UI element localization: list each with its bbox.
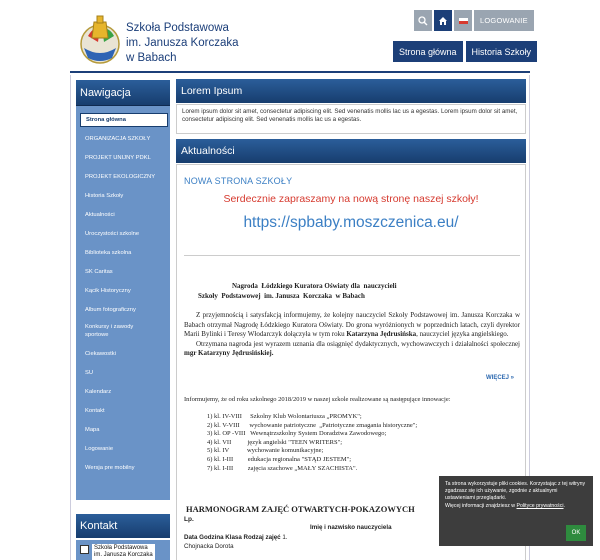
contact-box bbox=[76, 540, 170, 560]
award-title bbox=[190, 281, 510, 301]
nav-history[interactable]: Historia Szkoły bbox=[466, 41, 538, 62]
contact-line-2: im. Janusza Korczaka bbox=[94, 552, 153, 558]
award-p1-end: , nauczyciel języka angielskiego. bbox=[416, 330, 509, 338]
cookie-ok-button[interactable]: OK bbox=[566, 525, 586, 541]
contact-text bbox=[92, 544, 155, 560]
sidebar-item-ciekawostki[interactable]: Ciekawostki bbox=[85, 351, 116, 357]
search-button[interactable] bbox=[414, 10, 432, 31]
sidebar-item-aktualnosci[interactable]: Aktualności bbox=[85, 212, 115, 218]
sidebar-item-caritas[interactable]: SK Caritas bbox=[85, 269, 113, 275]
school-name[interactable] bbox=[126, 21, 239, 66]
sidebar-title: Nawigacja bbox=[76, 80, 170, 106]
innovations-intro: Informujemy, że od roku szkolnego 2018/2019 w naszej szkole realizowane są następujące innowacje: bbox=[184, 396, 451, 403]
list-item: 1) kl. IV-VIII Szkolny Klub Wolontariusza „PROMYK"; bbox=[207, 413, 362, 420]
award-p2-text: Otrzymana nagroda jest wyrazem uznania dla osiągnięć dydaktycznych, wychowawczych i działalności społecznej bbox=[196, 339, 520, 348]
polish-flag-icon bbox=[459, 18, 468, 24]
schedule-row-number: 1. bbox=[280, 534, 288, 541]
sidebar-item-kalendarz[interactable]: Kalendarz bbox=[85, 389, 112, 395]
search-icon bbox=[418, 16, 428, 26]
cookie-more: Więcej informacji znajdziesz w Polityce prywatności. bbox=[445, 502, 565, 509]
schedule-teacher-name: Chojnacka Dorota bbox=[184, 543, 234, 550]
school-name-line-3: w Babach bbox=[126, 52, 177, 64]
news-title: Aktualności bbox=[176, 139, 526, 163]
award-title-line-2: Szkoły Podstawowej im. Janusza Korczaka w Babach bbox=[198, 292, 365, 300]
new-site-link[interactable]: https://spbaby.moszczenica.eu/ bbox=[243, 214, 459, 231]
award-p2-name: mgr Katarzyny Jędrusińskiej. bbox=[184, 349, 274, 357]
top-toolbar bbox=[414, 10, 534, 31]
schedule-header-row bbox=[184, 534, 288, 541]
innovations-list bbox=[207, 413, 417, 473]
cookie-more-text: Więcej informacji znajdziesz w bbox=[445, 502, 516, 509]
more-link[interactable]: WIĘCEJ » bbox=[486, 375, 515, 381]
sidebar-item-uroczystosci[interactable]: Uroczystości szkolne bbox=[85, 231, 140, 237]
sidebar-menu bbox=[80, 110, 168, 471]
news-divider bbox=[184, 255, 520, 256]
list-item: 6) kl. I-III edukacja regionalna "STĄD JESTEM"; bbox=[207, 455, 352, 463]
sidebar-item-biblioteka[interactable]: Biblioteka szkolna bbox=[85, 250, 132, 256]
sidebar-item-organizacja[interactable]: ORGANIZACJA SZKOŁY bbox=[85, 136, 151, 142]
welcome-text: Serdecznie zapraszamy na nową stronę naszej szkoły! bbox=[223, 193, 479, 205]
award-p1-text: Z przyjemnością i satysfakcją informujemy, że kolejny nauczyciel Szkoły Podstawowej im. Janusza Korczaka w Babach otrzymał Nagrodę Łódzkiego Kuratora Oświaty. Do grona wyróżnionych w poprzednich latach, czyli dyrektor Marii Bylinki i Teresy Włodarczyk dołączyła w tym roku bbox=[184, 311, 520, 338]
contact-line-1: Szkoła Podstawowa bbox=[94, 545, 148, 551]
schedule-lp-header: Lp. bbox=[184, 516, 194, 523]
award-text bbox=[184, 311, 520, 359]
sidebar-item-kontakt[interactable]: Kontakt bbox=[85, 408, 105, 414]
list-item: 4) kl. VII język angielski "TEEN WRITERS"; bbox=[207, 438, 343, 446]
list-item: 2) kl. V-VIII wychowanie patriotyczne „Patriotyczne zmagania historyczne"; bbox=[207, 421, 418, 429]
schedule-title: HARMONOGRAM ZAJĘĆ OTWARTYCH-POKAZOWYCH bbox=[186, 504, 415, 514]
schedule-teacher-header: Imię i nazwisko nauczyciela bbox=[310, 524, 392, 531]
school-name-line-2: im. Janusza Korczaka bbox=[126, 37, 239, 49]
sidebar-item-album[interactable]: Album fotograficzny bbox=[85, 307, 136, 313]
sidebar-item-su[interactable]: SU bbox=[85, 370, 94, 376]
news-headline[interactable]: NOWA STRONA SZKOŁY bbox=[184, 176, 293, 186]
sidebar-item-projekt-unijny[interactable]: PROJEKT UNIJNY PDKL bbox=[85, 155, 151, 161]
lorem-text: Lorem ipsum dolor sit amet, consectetur adipiscing elit. Sed venenatis mollis lac us a egestas. Lorem ipsum dolor sit amet, consectetur adipiscing elit. Sed venenatis mollis lac us a egestas. bbox=[176, 104, 526, 134]
sidebar-item-mapa[interactable]: Mapa bbox=[85, 427, 100, 433]
list-item: 3) kl. OP -VIII Wewnątrzszkolny System Doradztwa Zawodowego; bbox=[207, 430, 387, 438]
login-button[interactable]: LOGOWANIE bbox=[474, 10, 534, 31]
contact-title: Kontakt bbox=[76, 514, 170, 538]
contact-checkbox[interactable] bbox=[80, 545, 89, 554]
header-divider bbox=[70, 71, 530, 73]
sidebar-item-konkursy-line-2[interactable]: sportowe bbox=[85, 332, 109, 338]
main-nav bbox=[393, 41, 537, 62]
award-paragraph-2 bbox=[184, 340, 520, 359]
award-paragraph-1 bbox=[184, 311, 520, 340]
lorem-title: Lorem Ipsum bbox=[176, 79, 526, 103]
list-item: 7) kl. I-III zajęcia szachowe „MAŁY SZACHISTA". bbox=[207, 464, 358, 472]
sidebar-item-mobile[interactable]: Wersja pre mobilny bbox=[85, 465, 135, 471]
cookie-text: Ta strona wykorzystuje pliki cookies. Korzystając z tej witryny zgadzasz się ich używanie, zgodnie z aktualnymi ustawieniami przeglądarki. bbox=[445, 481, 586, 502]
list-item: 5) kl. IV wychowanie komunikacyjne; bbox=[207, 447, 324, 455]
home-button[interactable] bbox=[434, 10, 452, 31]
school-logo-icon[interactable] bbox=[78, 14, 122, 66]
site-header bbox=[0, 0, 600, 74]
privacy-policy-link[interactable]: Polityce prywatności bbox=[516, 502, 564, 509]
sidebar-item-logowanie[interactable]: Logowanie bbox=[85, 446, 114, 452]
schedule-columns: Data Godzina Klasa Rodzaj zajęć bbox=[184, 534, 281, 541]
home-icon bbox=[438, 16, 448, 26]
sidebar-item-konkursy[interactable]: Konkursy i zawody bbox=[85, 324, 134, 330]
sidebar-item-projekt-ekologiczny[interactable]: PROJEKT EKOLOGICZNY bbox=[85, 174, 156, 180]
award-p1-name: Katarzyna Jędrusińska bbox=[346, 330, 417, 338]
school-name-line-1: Szkoła Podstawowa bbox=[126, 22, 229, 34]
sidebar-item-kacik[interactable]: Kącik Historyczny bbox=[85, 288, 131, 294]
sidebar-item-historia[interactable]: Historia Szkoły bbox=[85, 193, 124, 199]
nav-home[interactable]: Strona główna bbox=[393, 41, 463, 62]
language-button[interactable] bbox=[454, 10, 472, 31]
award-title-line-1: Nagroda Łódzkiego Kuratora Oświaty dla nauczycieli bbox=[232, 282, 397, 290]
sidebar-item-strona-glowna[interactable]: Strona główna bbox=[80, 113, 168, 127]
